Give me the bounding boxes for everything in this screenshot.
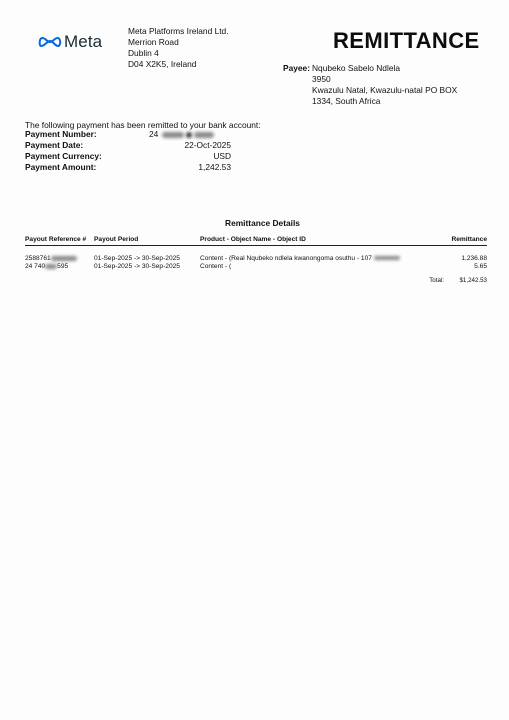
remittance-table bbox=[25, 236, 487, 287]
payout-reference-cell bbox=[25, 263, 68, 270]
payout-period-cell: 01-Sep-2025 -> 30-Sep-2025 bbox=[94, 255, 180, 262]
payment-currency-value: USD bbox=[213, 151, 231, 161]
payment-amount-row bbox=[25, 162, 231, 173]
redaction-blur bbox=[186, 132, 192, 138]
payment-date-row bbox=[25, 140, 231, 151]
remittance-cell: 5.65 bbox=[474, 263, 487, 270]
table-row bbox=[25, 255, 487, 263]
company-address-line: Merrion Road bbox=[128, 37, 179, 47]
redaction-blur bbox=[374, 256, 400, 260]
redaction-blur bbox=[162, 132, 184, 138]
redaction-blur bbox=[194, 132, 214, 138]
header-payout-reference: Payout Reference # bbox=[25, 236, 87, 243]
payout-reference-tail: 595 bbox=[57, 263, 69, 270]
payee-block bbox=[283, 63, 457, 107]
payment-number-value bbox=[145, 129, 231, 140]
company-name: Meta Platforms Ireland Ltd. bbox=[128, 26, 229, 36]
total-label: Total: bbox=[429, 277, 444, 284]
payment-number-row bbox=[25, 129, 231, 140]
company-address-line: D04 X2K5, Ireland bbox=[128, 59, 197, 69]
payout-reference-cell bbox=[25, 255, 77, 262]
payout-reference-visible: 24 740 bbox=[25, 263, 46, 270]
remittance-cell: 1,236.88 bbox=[461, 255, 487, 262]
document-title: REMITTANCE bbox=[333, 28, 480, 53]
table-header bbox=[25, 236, 487, 246]
logo-text: Meta bbox=[64, 32, 103, 51]
payee-address-line: 1334, South Africa bbox=[312, 96, 381, 106]
product-cell bbox=[200, 255, 400, 262]
payout-period-cell: 01-Sep-2025 -> 30-Sep-2025 bbox=[94, 263, 180, 270]
payment-number-visible: 24 bbox=[149, 129, 159, 139]
intro-text: The following payment has been remitted to your bank account: bbox=[25, 120, 261, 130]
total-row bbox=[25, 277, 487, 287]
payment-date-label: Payment Date: bbox=[25, 140, 84, 150]
redaction-blur bbox=[45, 264, 57, 269]
payment-summary bbox=[25, 129, 231, 173]
payee-name: Nqubeko Sabelo Ndlela bbox=[312, 63, 400, 73]
payment-amount-value: 1,242.53 bbox=[198, 162, 231, 172]
payment-amount-label: Payment Amount: bbox=[25, 162, 97, 172]
payee-address-line: 3950 bbox=[312, 74, 331, 84]
company-address-block bbox=[128, 26, 229, 70]
payment-number-label: Payment Number: bbox=[25, 129, 97, 139]
company-address-line: Dublin 4 bbox=[128, 48, 159, 58]
payee-address-line: Kwazulu Natal, Kwazulu-natal PO BOX bbox=[312, 85, 458, 95]
payment-currency-row bbox=[25, 151, 231, 162]
product-visible: Content - (Real Nqubeko ndlela kwanongoma osuthu - 107 bbox=[200, 255, 372, 262]
header-product: Product - Object Name - Object ID bbox=[200, 236, 306, 243]
header-remittance: Remittance bbox=[451, 236, 487, 243]
product-cell: Content - ( bbox=[200, 263, 232, 270]
payment-date-value: 22-Oct-2025 bbox=[184, 140, 231, 150]
payee-label: Payee: bbox=[283, 63, 311, 73]
total-value: $1,242.53 bbox=[459, 277, 487, 284]
payment-currency-label: Payment Currency: bbox=[25, 151, 102, 161]
header-payout-period: Payout Period bbox=[94, 236, 139, 243]
payout-reference-visible: 2588761 bbox=[25, 255, 51, 262]
table-row bbox=[25, 263, 487, 271]
meta-infinity-icon bbox=[38, 35, 62, 49]
meta-logo bbox=[38, 32, 102, 52]
redaction-blur bbox=[51, 256, 77, 261]
remittance-details-title: Remittance Details bbox=[225, 218, 300, 228]
